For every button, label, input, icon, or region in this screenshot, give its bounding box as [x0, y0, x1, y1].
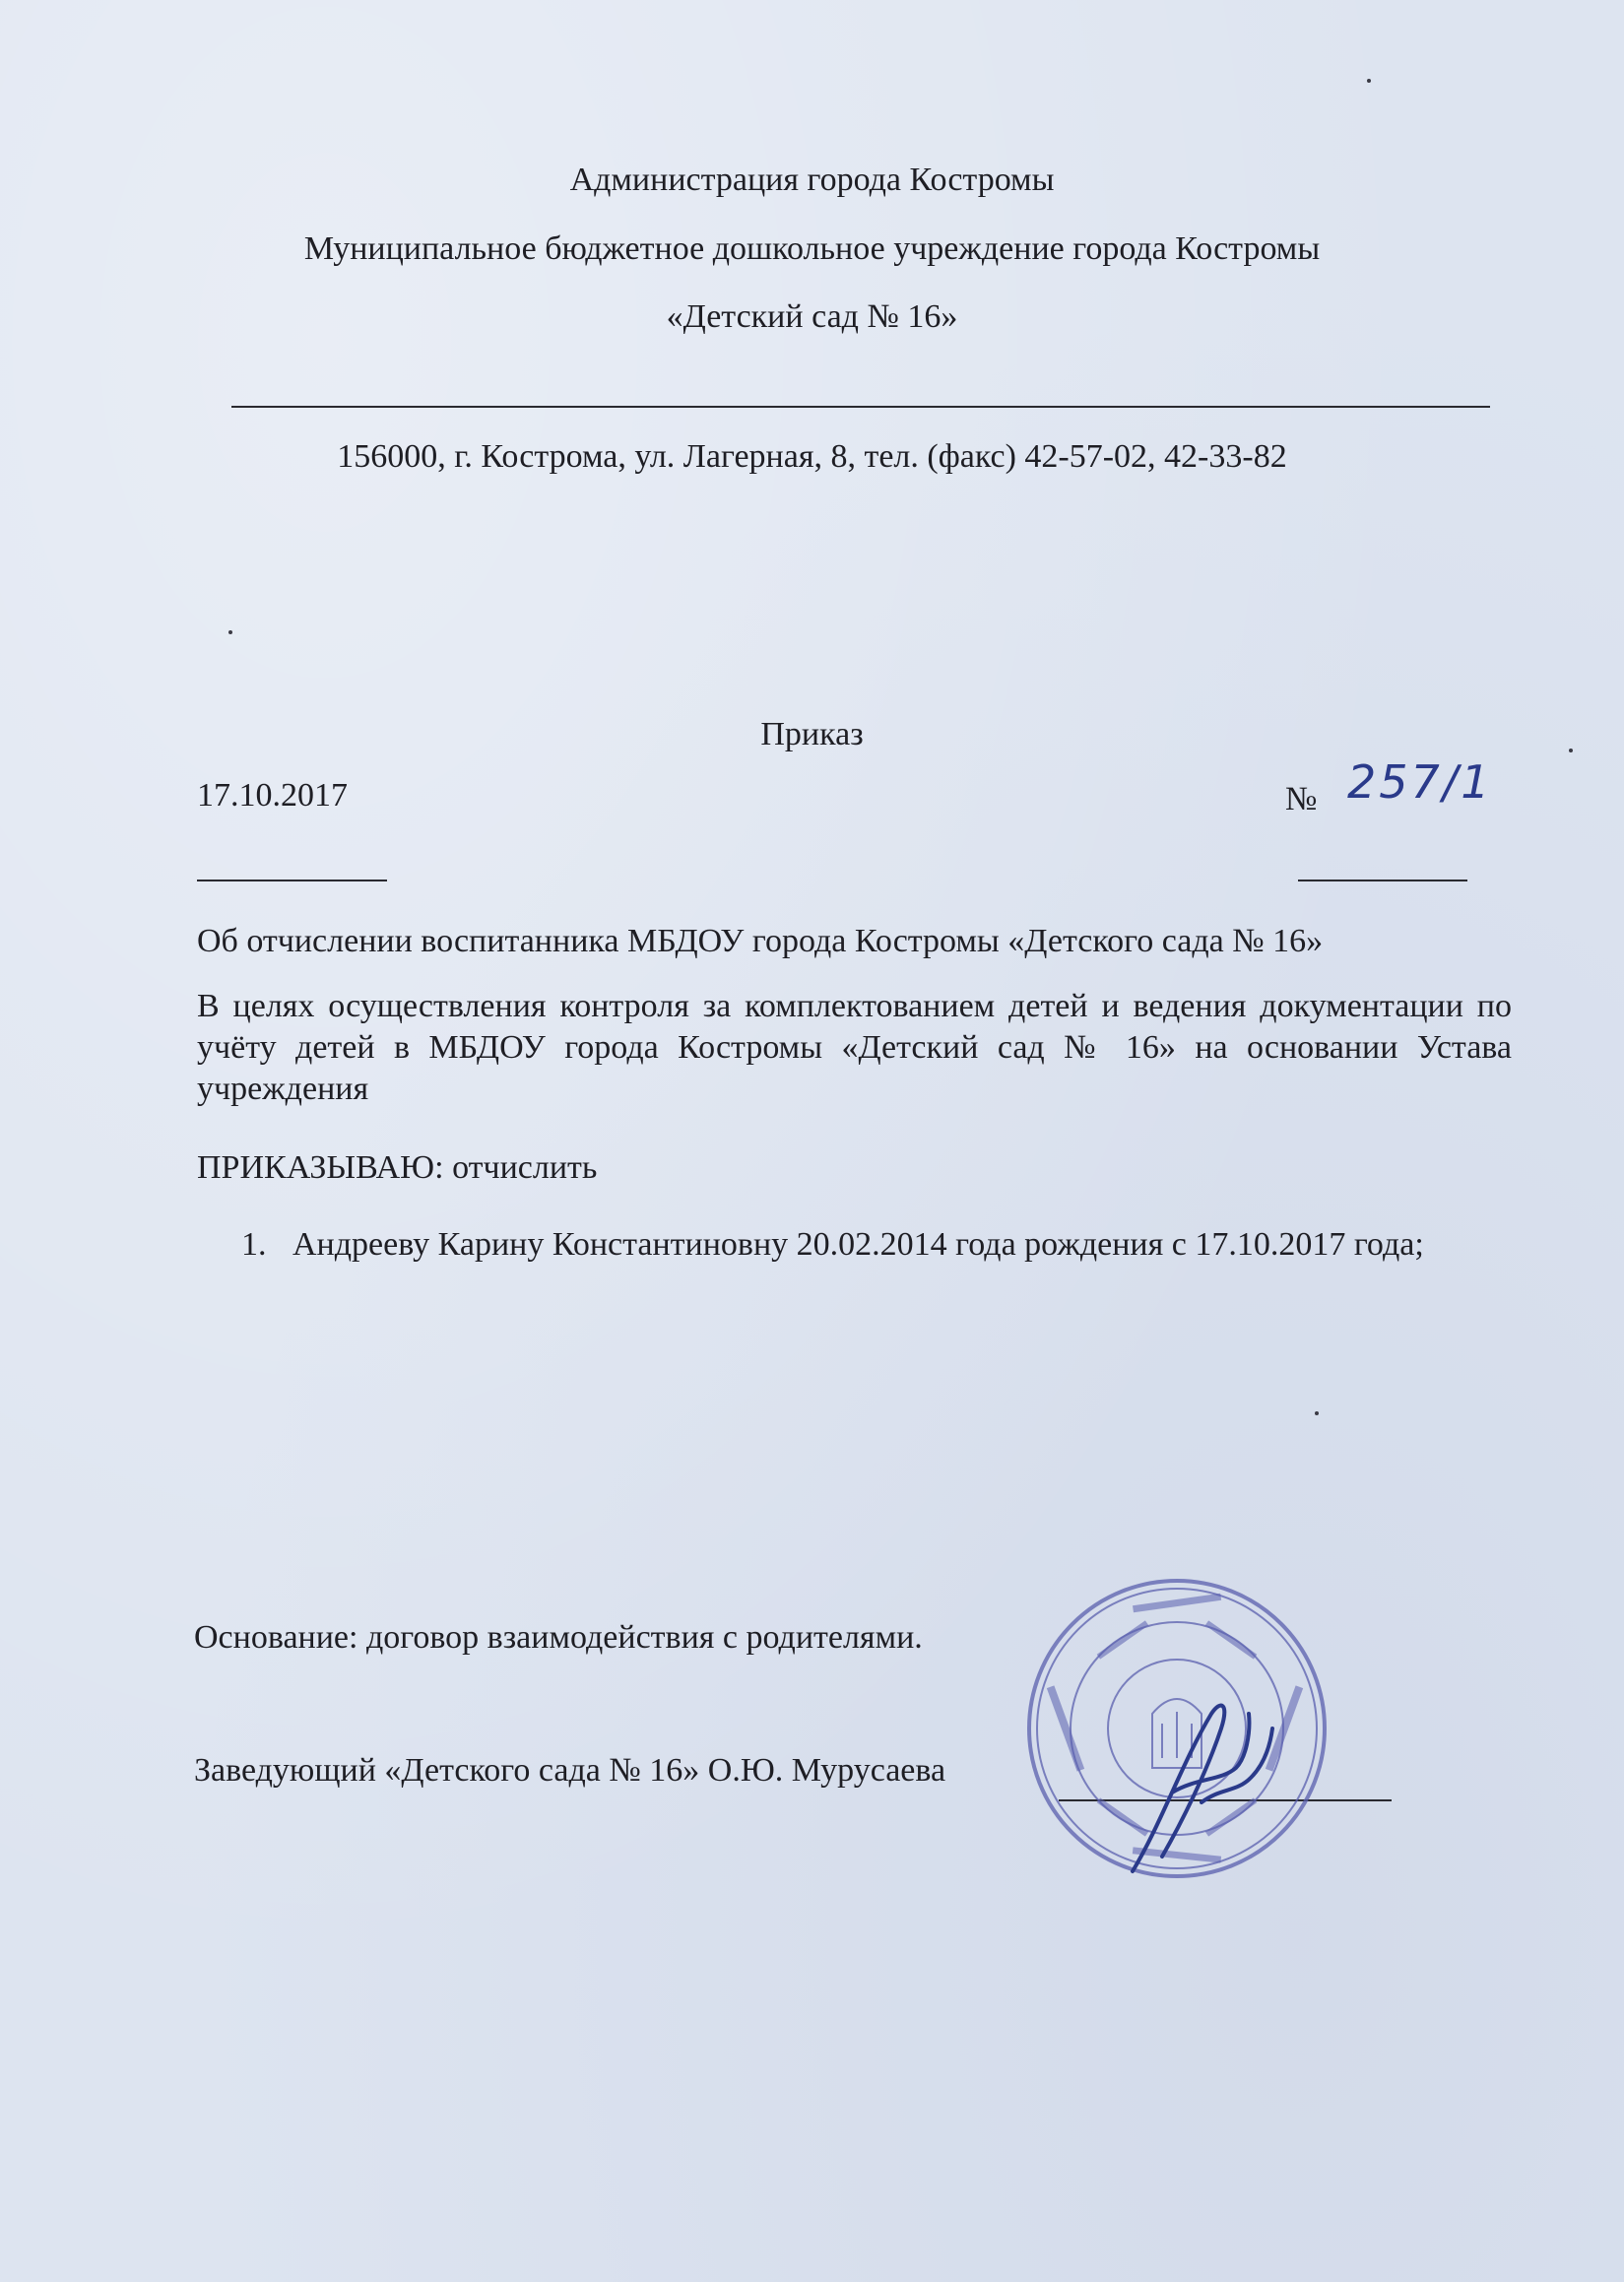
scan-speck — [228, 630, 232, 634]
list-item-number: 1. — [241, 1226, 267, 1263]
administration-heading: Администрация города Костромы — [569, 162, 1055, 198]
date-underline — [197, 880, 387, 881]
scan-speck — [1367, 79, 1371, 83]
order-subject: Об отчислении воспитанника МБДОУ города Костромы «Детского сада № 16» — [197, 923, 1324, 959]
list-item — [241, 1224, 1512, 1313]
institution-heading: Муниципальное бюджетное дошкольное учреждение города Костромы — [303, 230, 1321, 267]
order-number-handwritten: 257/1 — [1347, 755, 1493, 809]
order-directive: ПРИКАЗЫВАЮ: отчислить — [197, 1149, 598, 1186]
header-divider — [231, 406, 1490, 408]
number-underline — [1298, 880, 1467, 881]
order-basis: Основание: договор взаимодействия с родителями. — [194, 1619, 923, 1656]
signature-position: Заведующий «Детского сада № 16» О.Ю. Мурусаева — [194, 1752, 946, 1789]
order-preamble: В целях осуществления контроля за комплектованием детей и ведения документации по учёту детей в МБДОУ города Костромы «Детский сад № 16» на основании Устава учреждения — [197, 988, 1512, 1107]
scan-speck — [1315, 1411, 1319, 1415]
address-line: 156000, г. Кострома, ул. Лагерная, 8, тел. (факс) 42-57-02, 42-33-82 — [337, 438, 1287, 475]
scan-speck — [1569, 749, 1573, 752]
list-item-text: Андрееву Карину Константиновну 20.02.2014 года рождения с 17.10.2017 года; — [292, 1226, 1424, 1263]
institution-name: «Детский сад № 16» — [666, 298, 958, 335]
order-date: 17.10.2017 — [197, 777, 348, 814]
order-title: Приказ — [760, 716, 864, 752]
order-number-label: № — [1285, 781, 1318, 817]
handwritten-signature — [1103, 1674, 1300, 1881]
